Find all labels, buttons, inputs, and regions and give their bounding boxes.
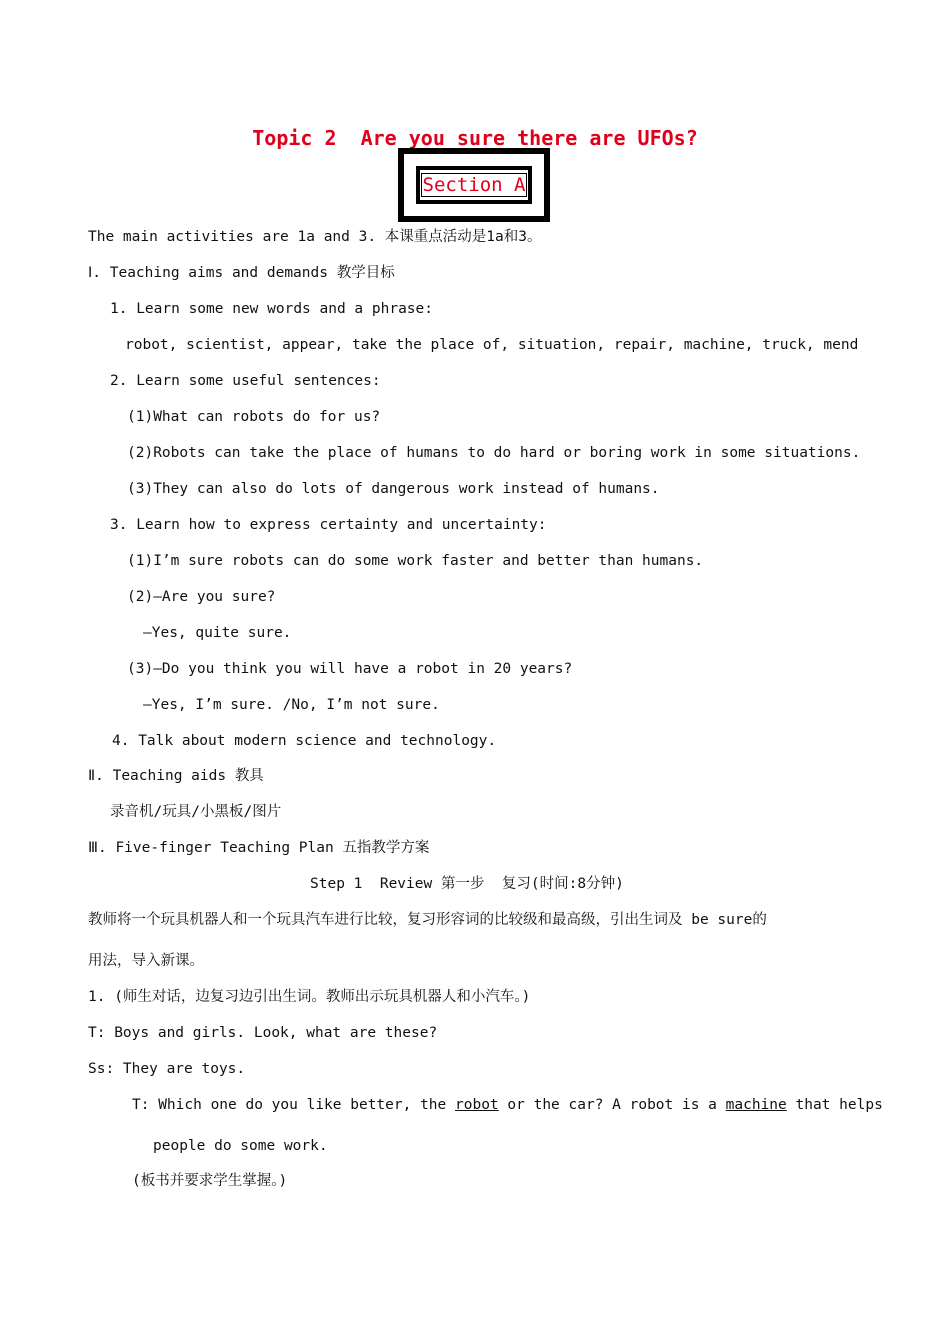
certainty-1: (1)I’m sure robots can do some work faster and better than humans. — [127, 553, 704, 569]
aim-item-4: 4. Talk about modern science and technology. — [112, 733, 497, 749]
certainty-3b: —Yes, I’m sure. /No, I’m not sure. — [143, 697, 440, 713]
part1-heading: Ⅰ. Teaching aims and demands 教学目标 — [88, 265, 395, 281]
teacher-line-2-start: T: Which one do you like better, the — [132, 1097, 456, 1113]
dialog-note-1: 1. (师生对话，边复习边引出生词。教师出示玩具机器人和小汽车。) — [88, 989, 531, 1005]
vocab-list: robot, scientist, appear, take the place of, situation, repair, machine, truck, mend — [125, 337, 859, 353]
step1-desc-line2: 用法，导入新课。 — [88, 953, 204, 969]
teacher-line-2 — [132, 1095, 883, 1115]
teaching-aids-list: 录音机/玩具/小黑板/图片 — [110, 804, 282, 820]
teacher-line-2-continued: people do some work. — [153, 1138, 328, 1154]
blackboard-note: (板书并要求学生掌握。) — [132, 1173, 288, 1189]
underlined-word-machine: machine — [725, 1097, 787, 1113]
teacher-line-2-end: that helps — [786, 1097, 883, 1113]
step1-desc-line1: 教师将一个玩具机器人和一个玩具汽车进行比较，复习形容词的比较级和最高级，引出生词及 be sure的 — [88, 912, 767, 928]
students-line-1: Ss: They are toys. — [88, 1061, 246, 1077]
sentence-2: (2)Robots can take the place of humans to do hard or boring work in some situations. — [127, 445, 861, 461]
certainty-2a: (2)—Are you sure? — [127, 589, 276, 605]
aim-item-3: 3. Learn how to express certainty and uncertainty: — [110, 517, 547, 533]
part2-heading: Ⅱ. Teaching aids 教具 — [88, 768, 264, 784]
part3-heading: Ⅲ. Five-finger Teaching Plan 五指教学方案 — [88, 840, 430, 856]
aim-item-2: 2. Learn some useful sentences: — [110, 373, 381, 389]
teacher-line-1: T: Boys and girls. Look, what are these? — [88, 1025, 438, 1041]
aim-item-1: 1. Learn some new words and a phrase: — [110, 301, 434, 317]
step1-heading: Step 1 Review 第一步 复习(时间:8分钟) — [310, 876, 624, 892]
certainty-3a: (3)—Do you think you will have a robot in 20 years? — [127, 661, 573, 677]
sentence-3: (3)They can also do lots of dangerous work instead of humans. — [127, 481, 660, 497]
underlined-word-robot: robot — [455, 1097, 499, 1113]
sentence-1: (1)What can robots do for us? — [127, 409, 381, 425]
section-label: Section A — [422, 174, 526, 196]
certainty-2b: —Yes, quite sure. — [143, 625, 292, 641]
page-title: Topic 2 Are you sure there are UFOs? — [252, 126, 698, 150]
section-frame — [398, 148, 550, 222]
section-inner-frame — [416, 166, 532, 204]
teacher-line-2-middle: or the car? A robot is a — [498, 1097, 726, 1113]
intro-line: The main activities are 1a and 3. 本课重点活动是1a和3。 — [88, 229, 542, 245]
